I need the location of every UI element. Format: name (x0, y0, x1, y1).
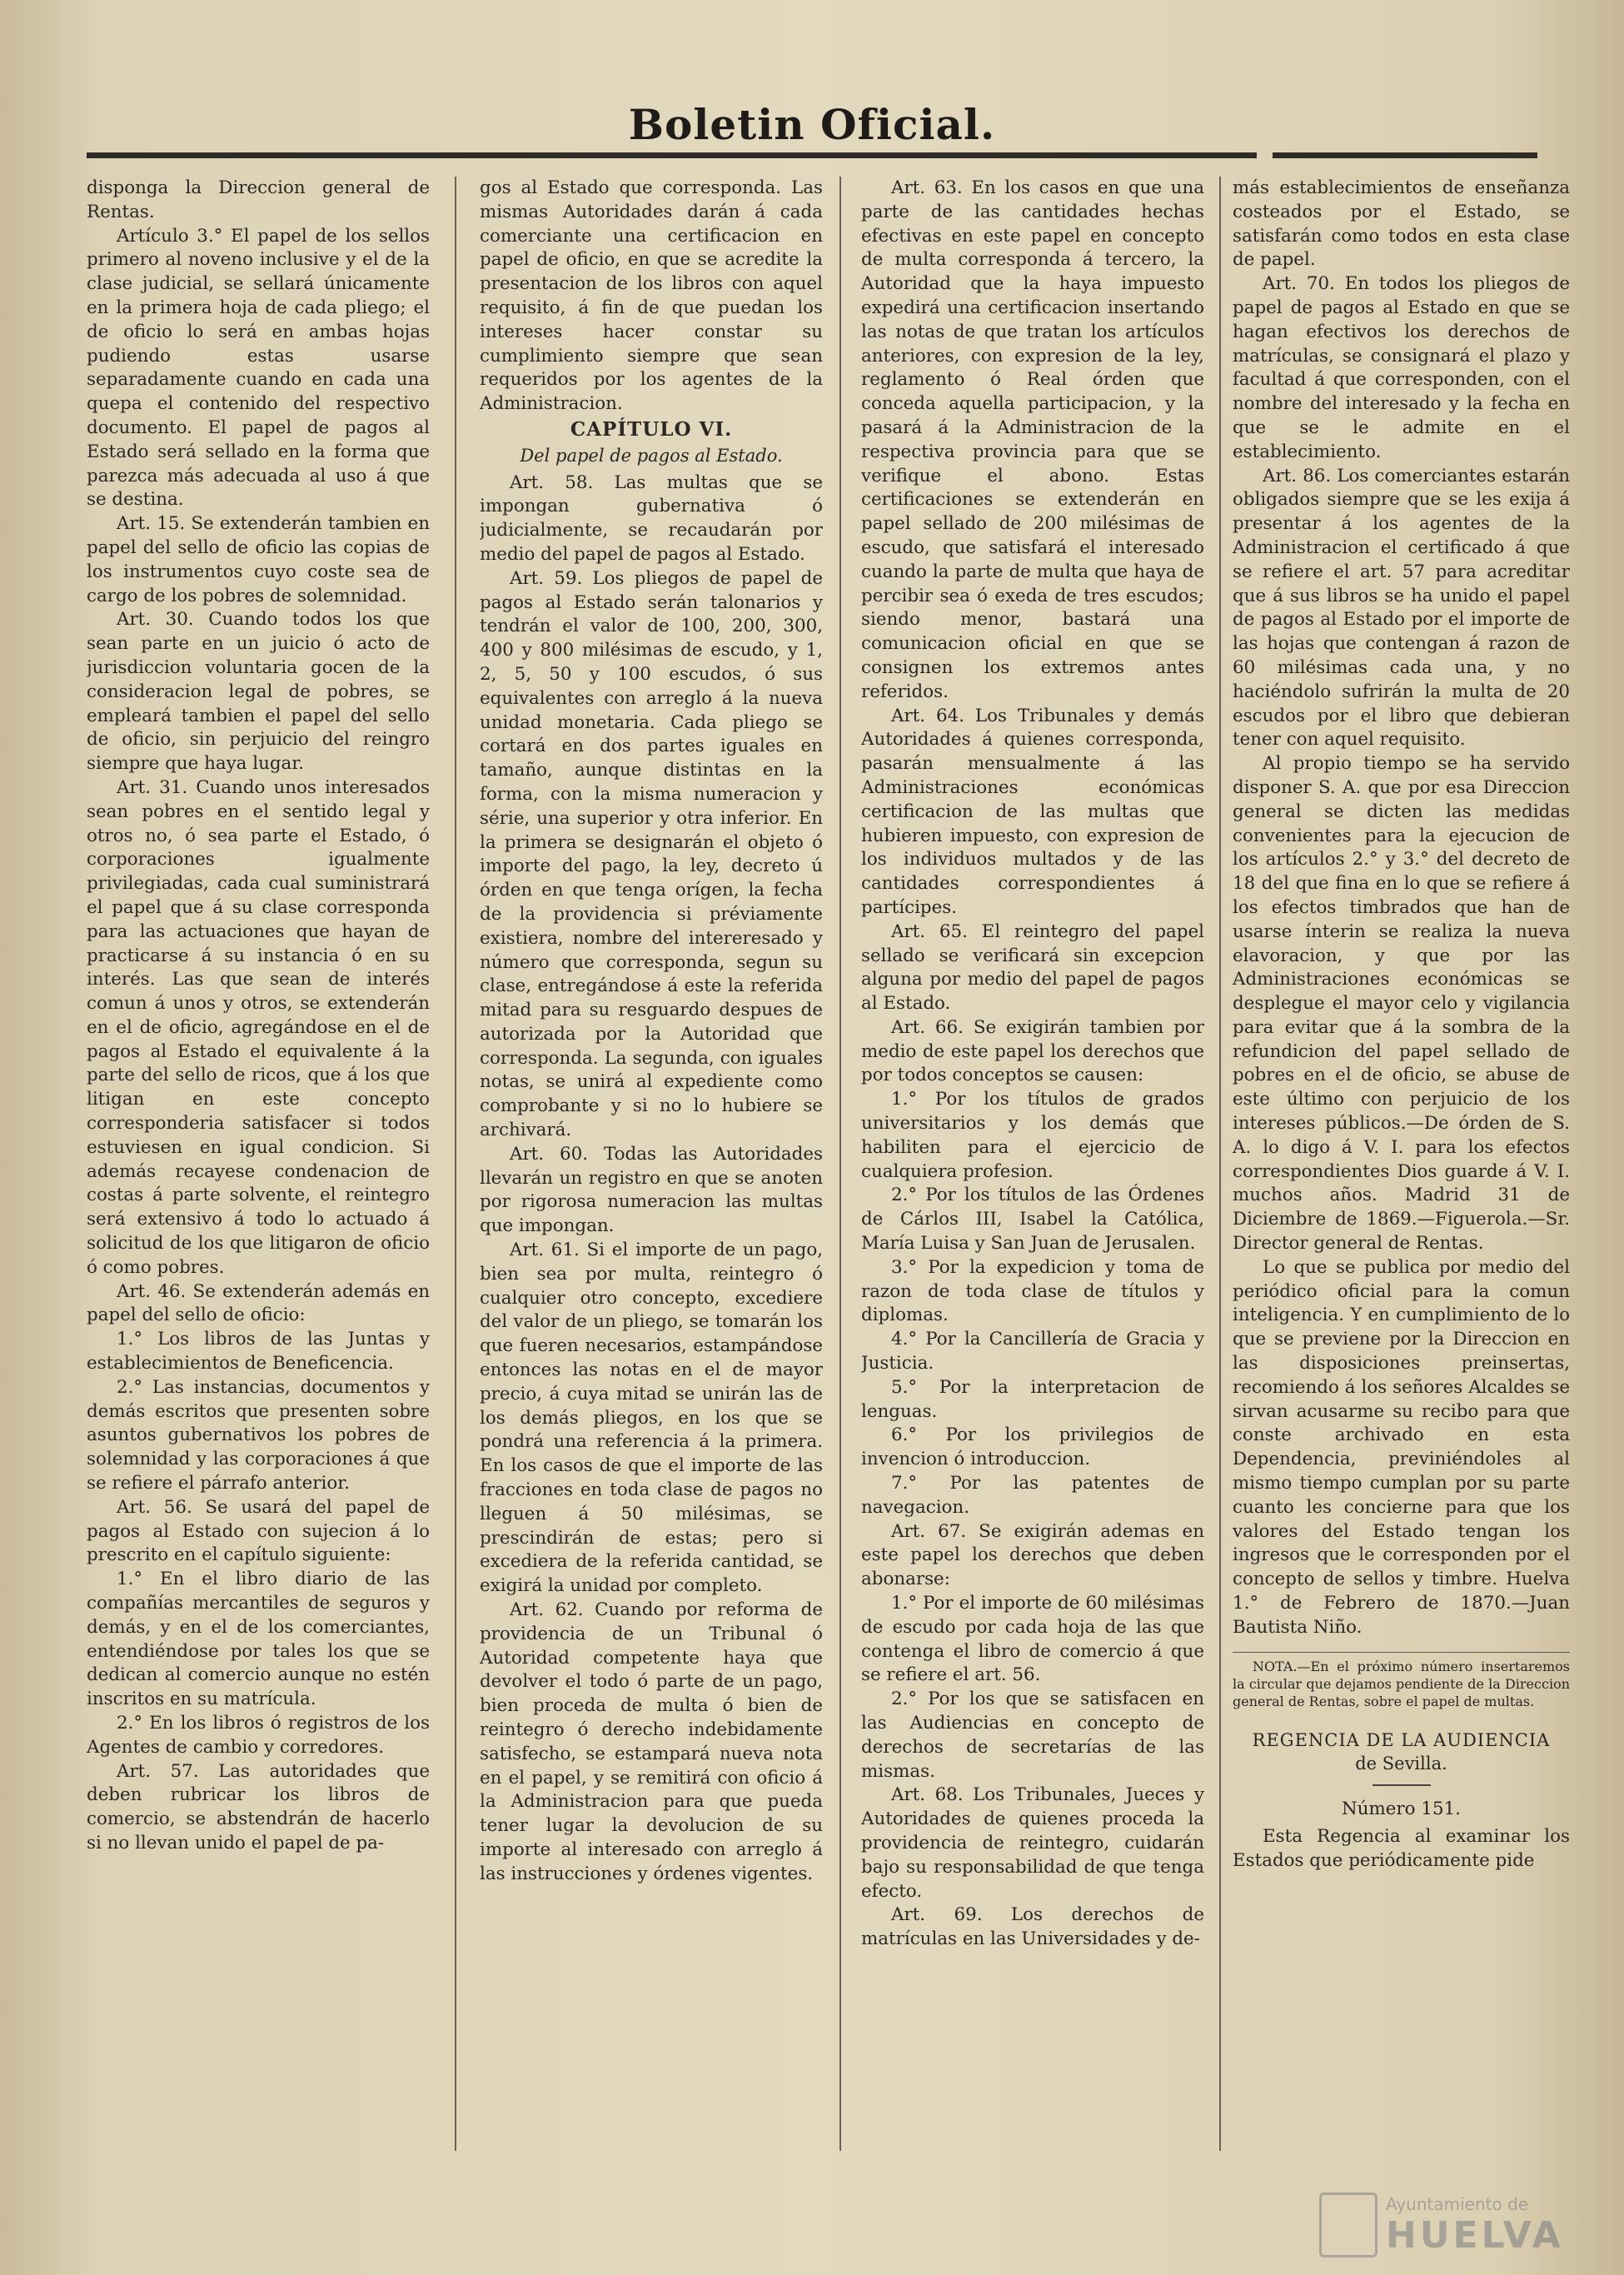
archive-watermark (1319, 2186, 1602, 2261)
paragraph: Art. 57. Las autoridades que deben rubricar los libros de comercio, se abstendrán de hacerlo si no llevan unido el papel de pa- (87, 1760, 430, 1853)
paragraph: Art. 63. En los casos en que una parte de las cantidades hechas efectivas en este papel en concepto de multa corresponda á tercero, la Autoridad que la haya impuesto expedirá una certificacion insertando las notas de que tratan los artículos anteriores, con expresion de la ley, reglamento ó Real órden que conceda aquella participacion, y la pasará á la Administracion de la respectiva provincia para que se verifique el abono. Estas certificaciones se extenderán en papel sellado de 200 milésimas de escudo, que satisfará el interesado cuando la parte de multa que haya de percibir sea ó exeda de tres escudos; siendo menor, bastará una comunicacion oficial en que se consignen los extremos antes referidos. (861, 177, 1204, 702)
paragraph: 2.° Las instancias, documentos y demás escritos que presenten sobre asuntos gubernativos los pobres de solemnidad y las corporaciones á que se refiere el párrafo anterior. (87, 1376, 430, 1494)
paragraph: Esta Regencia al examinar los Estados que periódicamente pide (1233, 1826, 1570, 1871)
section-heading: REGENCIA DE LA AUDIENCIA (1252, 1729, 1551, 1750)
chapter-subheading: Del papel de pagos al Estado. (520, 445, 783, 466)
paragraph: Art. 60. Todas las Autoridades llevarán un registro en que se anoten por rigorosa numeracion las multas que impongan. (480, 1143, 823, 1237)
paragraph: Art. 67. Se exigirán ademas en este papel los derechos que deben abonarse: (861, 1520, 1204, 1590)
column-divider-1 (455, 177, 456, 2151)
paragraph: Art. 65. El reintegro del papel sellado se verificará sin excepcion alguna por medio del papel de pagos al Estado. (861, 920, 1204, 1015)
paragraph: Art. 59. Los pliegos de papel de pagos al Estado serán talonarios y tendrán el valor de 100, 200, 300, 400 y 800 milésimas de escudo, y 1, 2, 5, 50 y 100 escudos, ó sus equivalentes con arreglo á la nueva unidad monetaria. Cada pliego se cortará en dos partes iguales en tamaño, aunque distintas en la forma, con la misma numeracion y série, una superior y otra inferior. En la primera se designarán el objeto ó importe del pago, la ley, decreto ú órden en que tenga orígen, la fecha de la providencia si préviamente existiera, nombre del intereresado y número que corresponda, segun su clase, entregándose á este la referida mitad para su resguardo despues de autorizada por la Autoridad que corresponda. La segunda, con iguales notas, se unirá al expediente como comprobante y si no lo hubiere se archivará. (480, 567, 823, 1141)
header-rule-right (1273, 152, 1537, 158)
paragraph: 1.° Por los títulos de grados universitarios y los demás que habiliten para el ejercicio de cualquiera profesion. (861, 1089, 1204, 1182)
paragraph: 3.° Por la expedicion y toma de razon de toda clase de títulos y diplomas. (861, 1256, 1204, 1326)
chapter-heading: CAPÍTULO VI. (570, 417, 733, 441)
paragraph: Art. 66. Se exigirán tambien por medio de este papel los derechos que por todos conceptos se causen: (861, 1016, 1204, 1086)
paragraph: Art. 15. Se extenderán tambien en papel del sello de oficio las copias de los instrumentos cuyo coste sea de cargo de los pobres de solemnidad. (87, 513, 430, 606)
paragraph: Art. 64. Los Tribunales y demás Autoridades á quienes corresponda, pasarán mensualmente á las Administraciones económicas certificacion de las multas que hubieren impuesto, con expresion de los individuos multados y de las cantidades correspondientes á partícipes. (861, 705, 1204, 918)
masthead-title: Boletin Oficial. (628, 100, 996, 149)
short-rule (1372, 1784, 1431, 1786)
paragraph: Lo que se publica por medio del periódico oficial para la comun inteligencia. Y en cumplimiento de lo que se previene por la Direccion en las disposiciones preinsertas, recomiendo á los señores Alcaldes se sirvan acusarme su recibo para que conste archivado en esta Dependencia, previniéndoles al mismo tiempo cumplan por su parte cuanto les concierne para que los valores del Estado tengan los ingresos que le corresponden por el concepto de sellos y timbre. Huelva 1.° de Febrero de 1870.—Juan Bautista Niño. (1233, 1256, 1570, 1638)
city-seal-icon (1319, 2193, 1377, 2258)
watermark-big-text: HUELVA (1386, 2214, 1564, 2257)
paragraph: 2.° Por los que se satisfacen en las Audiencias en concepto de derechos de secretarías de las mismas. (861, 1689, 1204, 1782)
watermark-small-text: Ayuntamiento de (1386, 2194, 1529, 2214)
paragraph: Art. 31. Cuando unos interesados sean pobres en el sentido legal y otros no, ó sea parte el Estado, ó corporaciones igualmente privilegiadas, cada cual suministrará el papel que á su clase corresponda para las actuaciones que hayan de practicarse á su instancia ó en su interés. Las que sean de interés comun á unos y otros, se extenderán en el de oficio, agregándose en el de pagos al Estado el equivalente á la parte del sello de ricos, que á los que litigan en este concepto corresponderia satisfacer si todos estuviesen en igual condicion. Si además recayese condenacion de costas á parte solvente, el reintegro será extensivo á todo lo actuado á solicitud de los que litigaron de oficio ó como pobres. (87, 776, 430, 1278)
paragraph: 4.° Por la Cancillería de Gracia y Justicia. (861, 1329, 1204, 1374)
section-subheading: de Sevilla. (1355, 1754, 1447, 1774)
paragraph: Art. 56. Se usará del papel de pagos al Estado con sujecion á lo prescrito en el capítulo siguiente: (87, 1496, 430, 1566)
paragraph: Art. 46. Se extenderán además en papel del sello de oficio: (87, 1280, 430, 1326)
paragraph: Art. 61. Si el importe de un pago, bien sea por multa, reintegro ó cualquier otro concepto, excediere del valor de un pliego, se tomarán los que fueren necesarios, estampándose entonces las notas en el de mayor precio, á cuya mitad se unirán las de los demás pliegos, en los que se pondrá una referencia á la primera. En los casos de que el importe de las fracciones en toda clase de pagos no lleguen á 50 milésimas, se prescindirán de estas; pero si excediera de la referida cantidad, se exigirá la unidad por completo. (480, 1240, 823, 1597)
paragraph: Artículo 3.° El papel de los sellos primero al noveno inclusive y el de la clase judicial, se sellará únicamente en la primera hoja de cada pliego; el de oficio lo será en ambas hojas pudiendo estas usarse separadamente cuando en cada una quepa el contenido del respectivo documento. El papel de pagos al Estado será sellado en la forma que parezca más adecuada al uso á que se destina. (87, 225, 430, 511)
paragraph: Art. 69. Los derechos de matrículas en las Universidades y de- (861, 1904, 1204, 1950)
paragraph: 1.° En el libro diario de las compañías mercantiles de seguros y demás, y en el de los comerciantes, entendiéndose por tales los que se dedican al comercio aunque no estén inscritos en su matrícula. (87, 1569, 430, 1710)
paragraph: Art. 30. Cuando todos los que sean parte en un juicio ó acto de jurisdiccion voluntaria gocen de la consideracion legal de pobres, se empleará tambien el papel del sello de oficio, sin perjuicio del reingro siempre que haya lugar. (87, 609, 430, 775)
footnote: NOTA.—En el próximo número insertaremos la circular que dejamos pendiente de la Direccion general de Rentas, sobre el papel de multas. (1233, 1652, 1570, 1710)
text-column-1 (87, 177, 430, 2176)
section-heading-block (1233, 1729, 1570, 1787)
paragraph: 7.° Por las patentes de navegacion. (861, 1473, 1204, 1518)
paragraph: Art. 58. Las multas que se impongan gubernativa ó judicialmente, se recaudarán por medio del papel de pagos al Estado. (480, 471, 823, 565)
paragraph: disponga la Direccion general de Rentas. (87, 177, 430, 222)
document-number: Número 151. (1342, 1799, 1461, 1820)
paragraph: Art. 68. Los Tribunales, Jueces y Autoridades de quienes proceda la providencia de reintegro, cuidarán bajo su responsabilidad de que tenga efecto. (861, 1784, 1204, 1902)
paragraph: 5.° Por la interpretacion de lenguas. (861, 1376, 1204, 1422)
header-rule-left (87, 152, 1257, 158)
column-divider-2 (839, 177, 841, 2151)
paragraph: 2.° En los libros ó registros de los Agentes de cambio y corredores. (87, 1713, 430, 1758)
paragraph: Al propio tiempo se ha servido disponer S. A. que por esa Direccion general se dicten las medidas convenientes para la ejecucion de los artículos 2.° y 3.° del decreto de 18 del que fina en lo que se refiere á los efectos timbrados que han de usarse ínterin se realiza la nueva elavoracion, y que por las Administraciones económicas se desplegue el mayor celo y vigilancia para evitar que á la sombra de la refundicion del papel sellado de pobres en el de oficio, se abuse de este último con perjuicio de los intereses públicos.—De órden de S. A. lo digo á V. I. para los efectos correspondientes Dios guarde á V. I. muchos años. Madrid 31 de Diciembre de 1869.—Figuerola.—Sr. Director general de Rentas. (1233, 753, 1570, 1255)
paragraph: Art. 62. Cuando por reforma de providencia de un Tribunal ó Autoridad competente haya que devolver el todo ó parte de un pago, bien proceda de multa ó bien de reintegro ó derecho indebidamente satisfecho, se estampará nueva nota en el papel, y se remitirá con oficio á la Administracion para que pueda tener lugar la devolucion de su importe al interesado con arreglo á las instrucciones y órdenes vigentes. (480, 1599, 823, 1884)
text-column-2 (480, 177, 823, 2176)
paragraph: Art. 86. Los comerciantes estarán obligados siempre que se les exija á presentar á los agentes de la Administracion el certificado á que se refiere el art. 57 para acreditar que á sus libros se ha unido el papel de pagos al Estado por el importe de las hojas que contengan á razon de 60 milésimas cada una, y no haciéndolo sufrirán la multa de 20 escudos por el libro que debieran tener con aquel requisito. (1233, 465, 1570, 751)
paragraph: 2.° Por los títulos de las Órdenes de Cárlos III, Isabel la Católica, María Luisa y San Juan de Jerusalen. (861, 1185, 1204, 1255)
paragraph: 1.° Por el importe de 60 milésimas de escudo por cada hoja de las que contenga el libro de comercio á que se refiere el art. 56. (861, 1593, 1204, 1686)
text-column-4 (1233, 177, 1570, 2176)
text-column-3 (861, 177, 1204, 2176)
paragraph: Art. 70. En todos los pliegos de papel de pagos al Estado en que se hagan efectivos los derechos de matrículas, se consignará el plazo y facultad á que corresponden, con el nombre del interesado y la fecha en que se le admite en el establecimiento. (1233, 273, 1570, 462)
paragraph: gos al Estado que corresponda. Las mismas Autoridades darán á cada comerciante una certificacion en papel de oficio, en que se acredite la presentacion de los libros con aquel requisito, á fin de que puedan los intereses hacer constar su cumplimiento siempre que sean requeridos por los agentes de la Administracion. (480, 177, 823, 415)
paragraph: 1.° Los libros de las Juntas y establecimientos de Beneficencia. (87, 1329, 430, 1374)
paragraph: más establecimientos de enseñanza costeados por el Estado, se satisfarán como todos en esta clase de papel. (1233, 177, 1570, 271)
column-divider-3 (1219, 177, 1221, 2151)
paragraph: 6.° Por los privilegios de invencion ó introduccion. (861, 1424, 1204, 1470)
